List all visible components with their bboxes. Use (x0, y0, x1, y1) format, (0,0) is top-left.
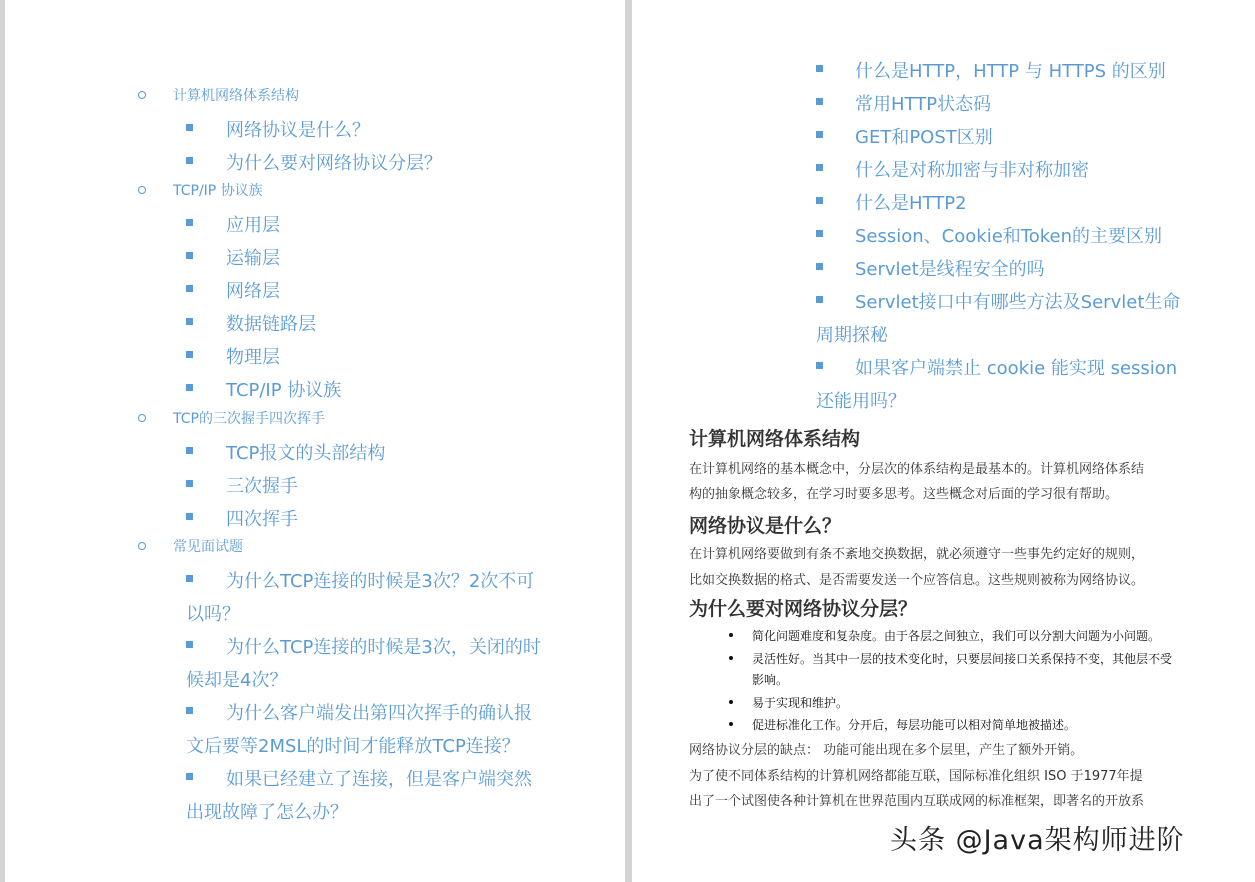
toc-section-title[interactable]: 常见面试题 (173, 539, 243, 555)
section-heading: 网络协议是什么？ (689, 515, 842, 537)
square-bullet-icon (186, 575, 193, 582)
square-bullet-icon (186, 773, 193, 780)
watermark-text: 头条 @Java架构师进阶 (890, 825, 1185, 856)
bullet-dot-icon (729, 700, 733, 704)
toc-item[interactable]: 什么是对称加密与非对称加密 (855, 160, 1089, 181)
square-bullet-icon (186, 252, 193, 259)
circle-bullet-icon (138, 186, 146, 194)
toc-item[interactable]: Session、Cookie和Token的主要区别 (855, 226, 1162, 247)
toc-item[interactable]: TCP报文的头部结构 (226, 443, 386, 464)
square-bullet-icon (816, 131, 823, 138)
toc-item[interactable]: 为什么要对网络协议分层？ (226, 153, 442, 174)
toc-item[interactable]: TCP/IP 协议族 (226, 380, 342, 401)
toc-item[interactable]: 运输层 (226, 248, 280, 269)
square-bullet-icon (816, 263, 823, 270)
paragraph-line: 网络协议分层的缺点： 功能可能出现在多个层里，产生了额外开销。 (689, 743, 1084, 758)
square-bullet-icon (186, 157, 193, 164)
circle-bullet-icon (138, 414, 146, 422)
paragraph-line: 为了使不同体系结构的计算机网络都能互联，国际标准化组织 ISO 于1977年提 (689, 769, 1143, 784)
toc-section-title[interactable]: TCP的三次握手四次挥手 (173, 411, 325, 427)
square-bullet-icon (186, 219, 193, 226)
paragraph-line: 比如交换数据的格式、是否需要发送一个应答信息。这些规则被称为网络协议。 (689, 573, 1145, 588)
square-bullet-icon (186, 641, 193, 648)
toc-item[interactable]: 为什么客户端发出第四次挥手的确认报 (226, 703, 532, 724)
toc-item-continued[interactable]: 周期探秘 (816, 325, 888, 346)
square-bullet-icon (816, 65, 823, 72)
square-bullet-icon (186, 447, 193, 454)
document-page-left (5, 0, 625, 882)
circle-bullet-icon (138, 91, 146, 99)
square-bullet-icon (816, 98, 823, 105)
bullet-dot-icon (729, 633, 733, 637)
toc-item[interactable]: Servlet接口中有哪些方法及Servlet生命 (855, 292, 1181, 313)
square-bullet-icon (186, 285, 193, 292)
bullet-text: 灵活性好。当其中一层的技术变化时，只要层间接口关系保持不变，其他层不受 (752, 652, 1173, 666)
square-bullet-icon (186, 480, 193, 487)
square-bullet-icon (816, 296, 823, 303)
toc-item[interactable]: 为什么TCP连接的时候是3次，关闭的时 (226, 637, 541, 658)
toc-item[interactable]: 如果客户端禁止 cookie 能实现 session (855, 358, 1178, 379)
paragraph-line: 在计算机网络的基本概念中，分层次的体系结构是最基本的。计算机网络体系结 (689, 462, 1145, 477)
paragraph-line: 构的抽象概念较多，在学习时要多思考。这些概念对后面的学习很有帮助。 (689, 487, 1119, 502)
toc-item[interactable]: 什么是HTTP2 (855, 193, 967, 214)
toc-item[interactable]: 网络协议是什么？ (226, 120, 370, 141)
toc-item[interactable]: 什么是HTTP，HTTP 与 HTTPS 的区别 (855, 61, 1166, 82)
square-bullet-icon (186, 124, 193, 131)
circle-bullet-icon (138, 542, 146, 550)
square-bullet-icon (186, 707, 193, 714)
square-bullet-icon (816, 362, 823, 369)
bullet-text: 简化问题难度和复杂度。由于各层之间独立，我们可以分割大问题为小问题。 (752, 629, 1161, 643)
toc-item[interactable]: 数据链路层 (226, 314, 316, 335)
bullet-text: 促进标准化工作。分开后，每层功能可以相对简单地被描述。 (752, 718, 1077, 732)
square-bullet-icon (186, 384, 193, 391)
square-bullet-icon (186, 351, 193, 358)
square-bullet-icon (816, 230, 823, 237)
toc-item-continued[interactable]: 以吗？ (186, 604, 240, 625)
toc-item[interactable]: 应用层 (226, 215, 280, 236)
toc-item[interactable]: 三次握手 (226, 476, 298, 497)
toc-item-continued[interactable]: 文后要等2MSL的时间才能释放TCP连接？ (186, 736, 520, 757)
toc-item-continued[interactable]: 出现故障了怎么办？ (186, 802, 348, 823)
square-bullet-icon (816, 164, 823, 171)
toc-section-title[interactable]: TCP/IP 协议族 (173, 183, 263, 199)
section-heading: 为什么要对网络协议分层？ (689, 598, 918, 620)
square-bullet-icon (186, 318, 193, 325)
toc-item[interactable]: GET和POST区别 (855, 127, 993, 148)
paragraph-line: 出了一个试图使各种计算机在世界范围内互联成网的标准框架，即著名的开放系 (689, 794, 1145, 809)
document-page-right (632, 0, 1255, 882)
toc-item-continued[interactable]: 还能用吗？ (816, 391, 906, 412)
paragraph-line: 在计算机网络要做到有条不紊地交换数据，就必须遵守一些事先约定好的规则， (689, 547, 1145, 562)
toc-item[interactable]: 常用HTTP状态码 (855, 94, 992, 115)
bullet-dot-icon (729, 656, 733, 660)
toc-item[interactable]: 如果已经建立了连接，但是客户端突然 (226, 769, 532, 790)
bullet-text: 易于实现和维护。 (752, 696, 849, 710)
toc-item[interactable]: 四次挥手 (226, 509, 298, 530)
square-bullet-icon (186, 513, 193, 520)
square-bullet-icon (816, 197, 823, 204)
bullet-text-continued: 影响。 (752, 673, 789, 687)
toc-section-title[interactable]: 计算机网络体系结构 (173, 88, 299, 104)
toc-item[interactable]: 为什么TCP连接的时候是3次？2次不可 (226, 571, 535, 592)
toc-item[interactable]: Servlet是线程安全的吗 (855, 259, 1045, 280)
toc-item[interactable]: 物理层 (226, 347, 280, 368)
section-heading: 计算机网络体系结构 (689, 428, 861, 450)
bullet-dot-icon (729, 722, 733, 726)
toc-item-continued[interactable]: 候却是4次？ (186, 670, 288, 691)
toc-item[interactable]: 网络层 (226, 281, 280, 302)
